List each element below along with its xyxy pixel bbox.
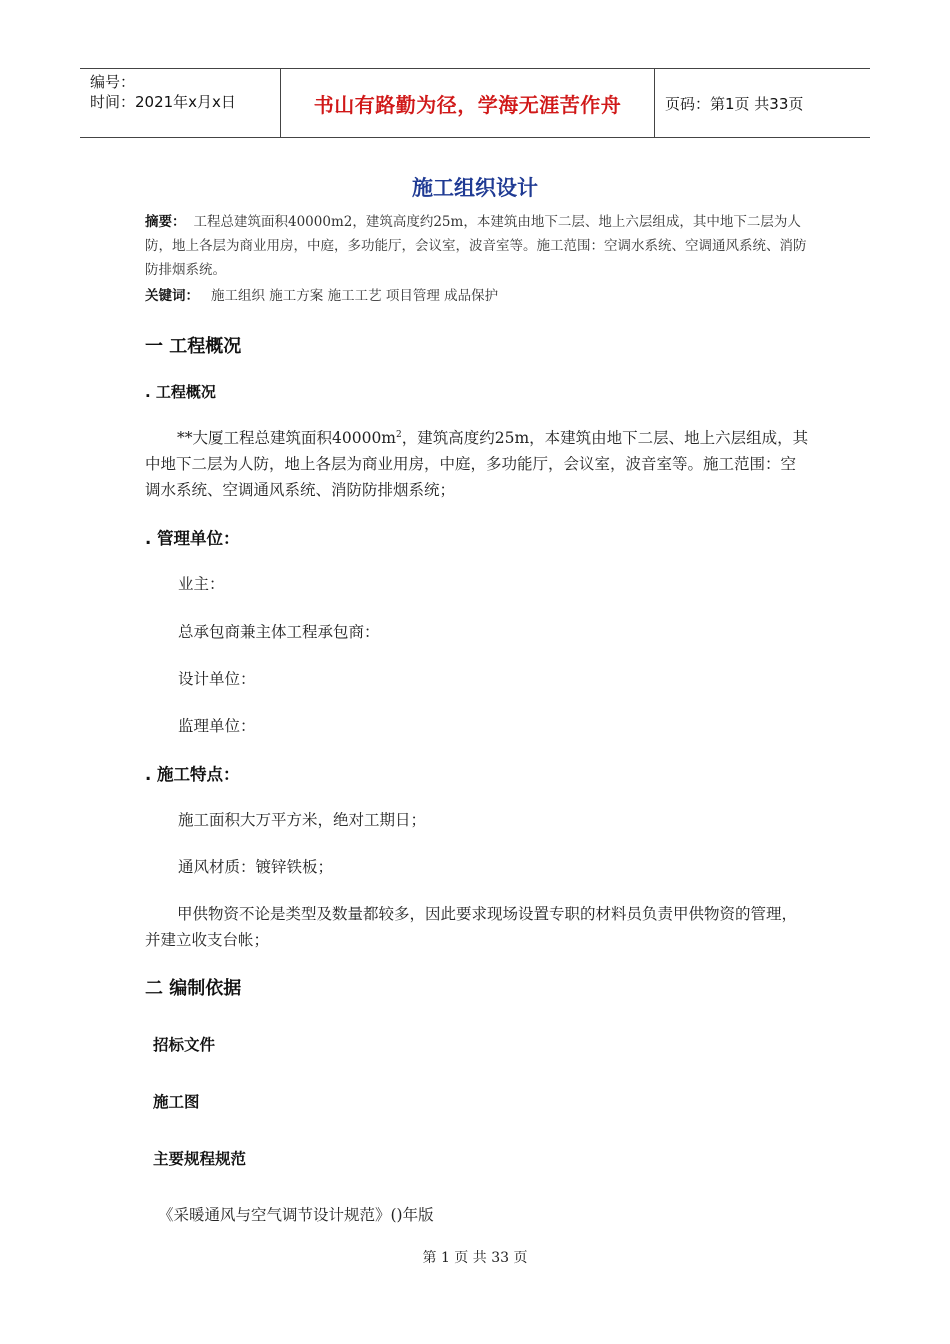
feature-item-area: 施工面积大万平方米，绝对工期日； xyxy=(178,811,427,829)
page-footer: 第 1 页 共 33 页 xyxy=(422,1250,528,1266)
abstract-text: 工程总建筑面积40000m2，建筑高度约25m，本建筑由地下二层、地上六层组成，其中地下二层为人防，地上各层为商业用房，中庭，多功能厅，会议室，波音室等。施工范围：空调水系统、空调通风系统、消防防排烟系统。 xyxy=(145,214,807,278)
management-item-owner: 业主： xyxy=(178,575,225,593)
spec-item-hvac: 《采暖通风与空气调节设计规范》()年版 xyxy=(158,1206,434,1224)
header-table xyxy=(80,68,870,138)
subsection-heading-features: . 施工特点： xyxy=(145,765,240,784)
basis-item-specs: 主要规程规范 xyxy=(153,1150,247,1168)
feature-item-material: 通风材质：镀锌铁板； xyxy=(178,858,334,876)
subsection-heading-overview: . 工程概况 xyxy=(145,383,216,401)
header-motto: 书山有路勤为径，学海无涯苦作舟 xyxy=(281,69,655,137)
section-heading-overview: 一 工程概况 xyxy=(145,336,242,357)
header-left-cell xyxy=(80,69,281,137)
document-date-label: 时间：2021年x月x日 xyxy=(90,93,236,111)
management-item-supervisor: 监理单位： xyxy=(178,717,256,735)
superscript-2: 2 xyxy=(396,429,402,440)
features-paragraph: 甲供物资不论是类型及数量都较多，因此要求现场设置专职的材料员负责甲供物资的管理，并建立收支台帐； xyxy=(145,905,798,949)
basis-item-drawings: 施工图 xyxy=(153,1093,200,1111)
header-page-label: 页码：第1页 共33页 xyxy=(665,94,804,113)
keywords-text: 施工组织 施工方案 施工工艺 项目管理 成品保护 xyxy=(211,288,499,304)
document-number-label: 编号： xyxy=(90,73,136,91)
keywords-label: 关键词： xyxy=(145,288,199,304)
management-item-designer: 设计单位： xyxy=(178,670,256,688)
subsection-heading-management: . 管理单位： xyxy=(145,529,240,548)
keywords xyxy=(145,284,810,308)
section-heading-basis: 二 编制依据 xyxy=(145,978,242,999)
overview-paragraph: **大厦工程总建筑面积$40000m^2$，建筑高度约25m，本建筑由地下二层、地上六层组成，其中地下二层为人防，地上各层为商业用房，中庭，多功能厅，会议室，波音室等。施工范围：空调水系统、空调通风系统、消防防排烟系统； xyxy=(145,429,809,499)
abstract-label: 摘要： xyxy=(145,214,186,230)
abstract xyxy=(145,210,810,282)
document-title: 施工组织设计 xyxy=(412,176,538,200)
management-item-contractor: 总承包商兼主体工程承包商： xyxy=(178,623,380,641)
basis-item-bidding-docs: 招标文件 xyxy=(153,1036,216,1054)
